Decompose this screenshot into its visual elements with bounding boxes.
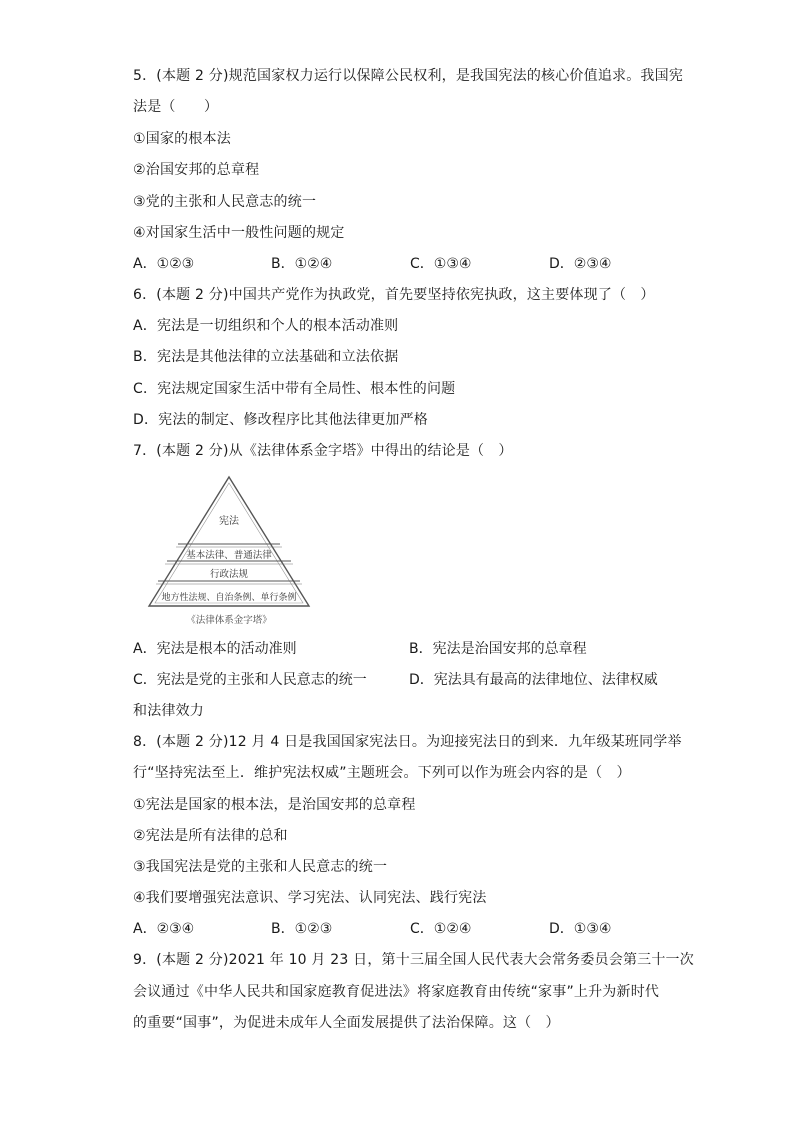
pyramid-outline: [149, 477, 309, 606]
q5-item-4: ④对国家生活中一般性问题的规定: [133, 225, 345, 241]
q7-option-a[interactable]: A．宪法是根本的活动准则: [133, 641, 297, 657]
q8-item-1: ①宪法是国家的根本法，是治国安邦的总章程: [133, 797, 416, 813]
q5-stem-line2: 法是（ ）: [133, 99, 219, 115]
q8-option-d[interactable]: D．①③④: [549, 921, 612, 937]
q5-item-3: ③党的主张和人民意志的统一: [133, 194, 317, 210]
q8-item-3: ③我国宪法是党的主张和人民意志的统一: [133, 859, 388, 875]
q7-option-b[interactable]: B．宪法是治国安邦的总章程: [409, 641, 587, 657]
q8-option-b[interactable]: B．①②③: [271, 921, 333, 937]
q6-stem: 6．(本题 2 分)中国共产党作为执政党，首先要坚持依宪执政，这主要体现了（ ）: [133, 287, 655, 303]
q6-option-c[interactable]: C．宪法规定国家生活中带有全局性、根本性的问题: [133, 381, 456, 397]
q7-stem: 7．(本题 2 分)从《法律体系金字塔》中得出的结论是（ ）: [133, 443, 513, 459]
q9-stem-line3: 的重要“国事”，为促进未成年人全面发展提供了法治保障。这（ ）: [133, 1015, 560, 1031]
q6-option-a[interactable]: A．宪法是一切组织和个人的根本活动准则: [133, 318, 399, 334]
q5-item-1: ①国家的根本法: [133, 131, 231, 147]
law-pyramid-figure: [143, 473, 315, 629]
q5-option-d[interactable]: D．②③④: [549, 256, 612, 272]
pyramid-tier-constitution: 宪法: [219, 516, 239, 527]
q9-stem-line2: 会议通过《中华人民共和国家庭教育促进法》将家庭教育由传统“家事”上升为新时代: [133, 984, 660, 1000]
q8-stem-line2: 行“坚持宪法至上．维护宪法权威”主题班会。下列可以作为班会内容的是（ ）: [133, 765, 631, 781]
q8-item-2: ②宪法是所有法律的总和: [133, 828, 288, 844]
q8-item-4: ④我们要增强宪法意识、学习宪法、认同宪法、践行宪法: [133, 890, 487, 906]
pyramid-tier-basic-law: 基本法律、普通法律: [186, 550, 272, 561]
pyramid-caption: 《法律体系金字塔》: [186, 615, 272, 626]
q6-option-b[interactable]: B．宪法是其他法律的立法基础和立法依据: [133, 349, 399, 365]
q8-option-c[interactable]: C．①②④: [410, 921, 472, 937]
q5-option-c[interactable]: C．①③④: [410, 256, 472, 272]
q5-option-a[interactable]: A．①②③: [133, 256, 195, 272]
q5-item-2: ②治国安邦的总章程: [133, 162, 260, 178]
q7-option-d[interactable]: D．宪法具有最高的法律地位、法律权威: [409, 672, 658, 688]
q5-option-b[interactable]: B．①②④: [271, 256, 333, 272]
q7-option-d-continued: 和法律效力: [133, 703, 204, 719]
q8-option-a[interactable]: A．②③④: [133, 921, 195, 937]
q6-option-d[interactable]: D．宪法的制定、修改程序比其他法律更加严格: [133, 412, 428, 428]
q5-stem-line1: 5．(本题 2 分)规范国家权力运行以保障公民权利，是我国宪法的核心价值追求。我国宪: [133, 68, 684, 84]
pyramid-tier-admin-regulation: 行政法规: [209, 569, 249, 580]
q7-option-c[interactable]: C．宪法是党的主张和人民意志的统一: [133, 672, 367, 688]
pyramid-tier-local-regulation: 地方性法规、自治条例、单行条例: [161, 593, 297, 603]
q8-stem-line1: 8．(本题 2 分)12 月 4 日是我国国家宪法日。为迎接宪法日的到来．九年级某班同学举: [133, 734, 682, 750]
q9-stem-line1: 9．(本题 2 分)2021 年 10 月 23 日，第十三届全国人民代表大会常务委员会第三十一次: [133, 952, 694, 968]
